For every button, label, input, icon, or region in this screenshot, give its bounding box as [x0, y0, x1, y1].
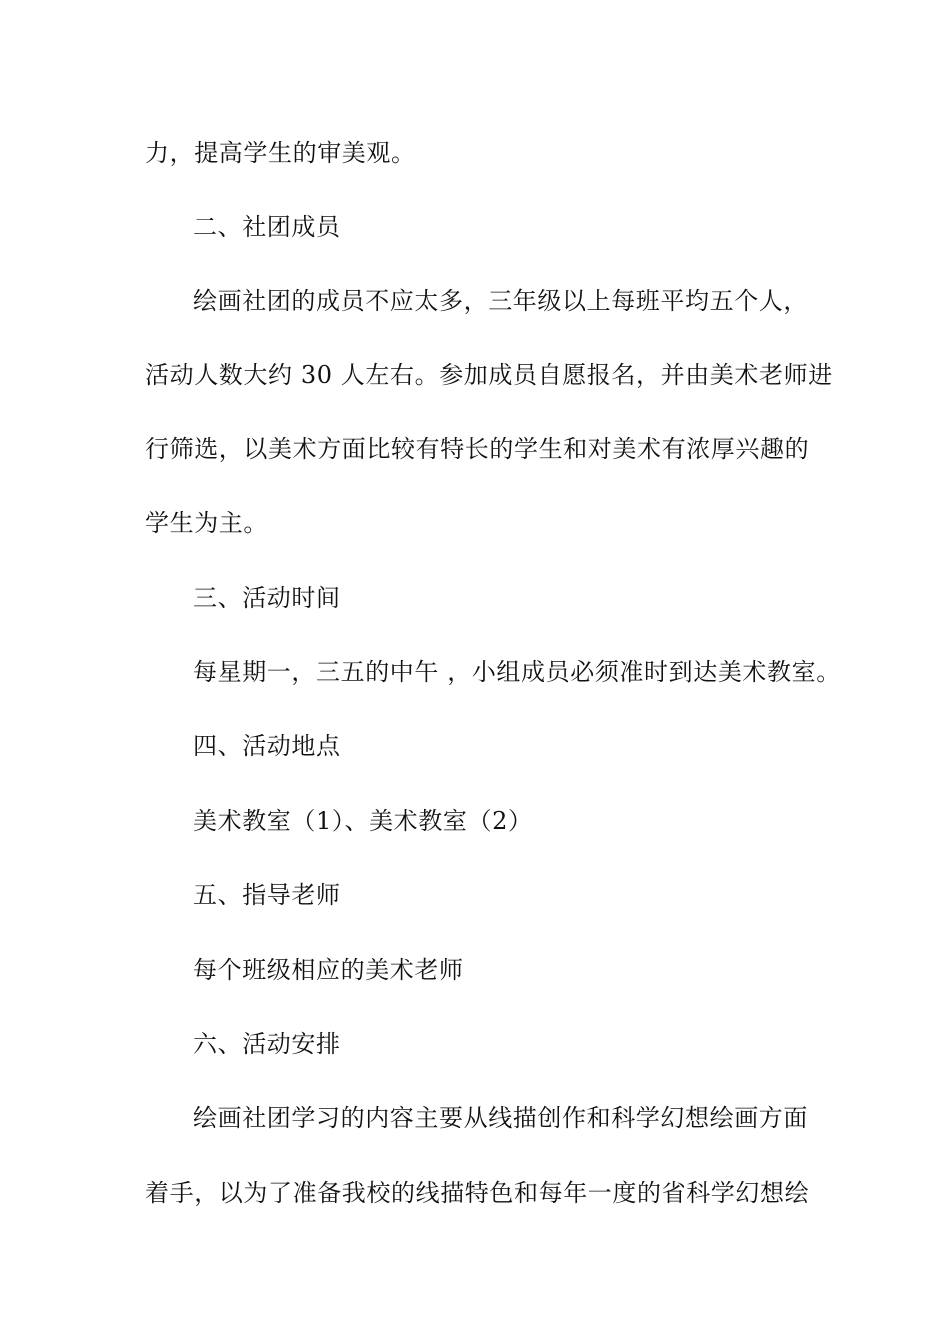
body-text-line: 活动人数大约 30 人左右。参加成员自愿报名，并由美术老师进 [145, 361, 833, 389]
body-text-line: 绘画社团的成员不应太多，三年级以上每班平均五个人， [193, 287, 808, 315]
body-text-line: 绘画社团学习的内容主要从线描创作和科学幻想绘画方面 [193, 1104, 808, 1132]
section-heading-schedule: 六、活动安排 [193, 1030, 341, 1058]
body-text-line: 每星期一，三五的中午 ，小组成员必须准时到达美术教室。 [193, 658, 841, 686]
body-text-line: 学生为主。 [145, 509, 268, 537]
body-text-line: 每个班级相应的美术老师 [193, 956, 464, 984]
section-heading-time: 三、活动时间 [193, 584, 341, 612]
body-text-line: 力，提高学生的审美观。 [145, 139, 416, 167]
section-heading-members: 二、社团成员 [193, 213, 341, 241]
section-heading-location: 四、活动地点 [193, 732, 341, 760]
body-text-line: 着手，以为了准备我校的线描特色和每年一度的省科学幻想绘 [145, 1179, 810, 1207]
body-text-line: 美术教室（1）、美术教室（2） [193, 807, 533, 835]
section-heading-teachers: 五、指导老师 [193, 881, 341, 909]
body-text-line: 行筛选，以美术方面比较有特长的学生和对美术有浓厚兴趣的 [145, 435, 810, 463]
